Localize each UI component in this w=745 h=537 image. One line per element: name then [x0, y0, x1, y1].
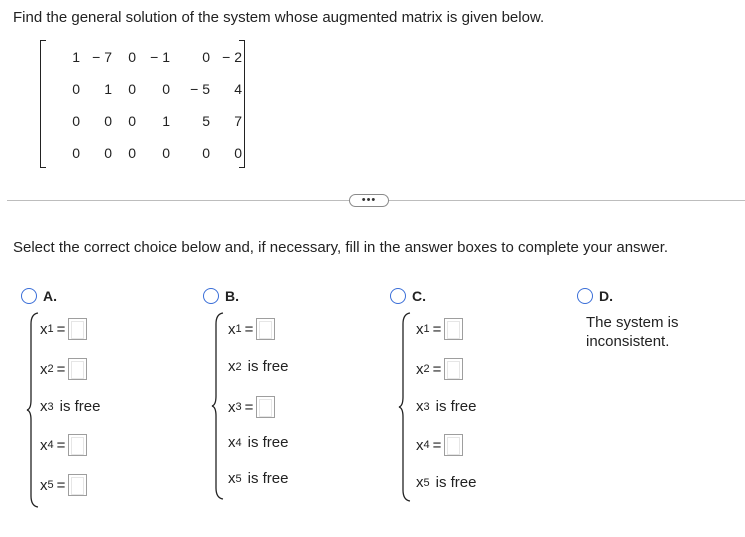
variable-subscript: 5 [423, 476, 430, 489]
variable-subscript: 5 [47, 479, 54, 491]
answer-box[interactable] [68, 358, 87, 380]
choice-b-row-x4 [228, 434, 288, 451]
variable-subscript: 2 [47, 363, 54, 375]
choice-d-line1: The system is [586, 314, 679, 331]
choice-d-line2: inconsistent. [586, 333, 670, 350]
matrix-cell: − 2 [222, 49, 242, 65]
variable-name: x [416, 320, 424, 338]
answer-box[interactable] [444, 318, 463, 340]
augmented-matrix [40, 40, 245, 168]
answer-box[interactable] [256, 396, 275, 418]
variable-name: x [228, 320, 236, 338]
choice-d-text [586, 313, 679, 351]
free-label: is free [435, 398, 477, 415]
choice-c-row-x4 [416, 434, 463, 456]
variable-subscript: 1 [235, 323, 242, 335]
equals-sign: = [432, 320, 442, 338]
matrix-cell: 5 [202, 113, 210, 129]
equals-sign: = [244, 320, 254, 338]
question-text: Find the general solution of the system whose augmented matrix is given below. [13, 9, 545, 26]
variable-subscript: 2 [423, 363, 430, 375]
choice-b-row-x1 [228, 318, 275, 340]
variable-subscript: 2 [235, 360, 242, 373]
equals-sign: = [56, 320, 66, 338]
choice-c-row-x3 [416, 398, 476, 415]
variable-subscript: 5 [235, 472, 242, 485]
variable-name: x [40, 436, 48, 454]
choice-a-row-x4 [40, 434, 87, 456]
matrix-cell: − 5 [190, 81, 210, 97]
matrix-cell: 4 [234, 81, 242, 97]
matrix-cell: 0 [234, 145, 242, 161]
variable-name: x [228, 398, 236, 416]
free-label: is free [247, 470, 289, 487]
variable-subscript: 3 [423, 400, 430, 413]
matrix-left-bracket [40, 40, 46, 168]
variable-name: x [416, 474, 424, 491]
choice-c-brace [398, 312, 412, 502]
free-label: is free [435, 474, 477, 491]
variable-subscript: 4 [423, 439, 430, 451]
equals-sign: = [56, 436, 66, 454]
variable-subscript: 4 [235, 436, 242, 449]
equals-sign: = [432, 360, 442, 378]
choice-a-brace [26, 312, 40, 508]
variable-subscript: 1 [423, 323, 430, 335]
answer-box[interactable] [256, 318, 275, 340]
answer-box[interactable] [444, 434, 463, 456]
matrix-cell: 0 [128, 49, 136, 65]
matrix-cell: 1 [72, 49, 80, 65]
choice-b-brace [211, 312, 225, 500]
variable-name: x [40, 360, 48, 378]
matrix-cell: 0 [128, 145, 136, 161]
variable-name: x [40, 398, 48, 415]
choice-b-radio[interactable] [203, 288, 219, 304]
choice-d-letter: D. [599, 288, 613, 304]
variable-name: x [40, 476, 48, 494]
matrix-cell: 0 [202, 49, 210, 65]
variable-name: x [416, 398, 424, 415]
matrix-cell: 0 [72, 113, 80, 129]
matrix-cell: 0 [72, 81, 80, 97]
matrix-cell: − 7 [92, 49, 112, 65]
equals-sign: = [432, 436, 442, 454]
variable-name: x [40, 320, 48, 338]
choice-c-row-x1 [416, 318, 463, 340]
choice-a-row-x5 [40, 474, 87, 496]
choice-a-row-x1 [40, 318, 87, 340]
matrix-cell: 0 [104, 113, 112, 129]
choice-d-header[interactable] [577, 288, 613, 304]
answer-box[interactable] [68, 434, 87, 456]
expand-more-button[interactable]: ••• [349, 194, 389, 207]
answer-box[interactable] [444, 358, 463, 380]
matrix-cell: 1 [104, 81, 112, 97]
choice-a-radio[interactable] [21, 288, 37, 304]
variable-name: x [228, 434, 236, 451]
choice-c-letter: C. [412, 288, 426, 304]
variable-name: x [228, 358, 236, 375]
choice-b-row-x2 [228, 358, 288, 375]
choice-c-header[interactable] [390, 288, 426, 304]
instruction-text: Select the correct choice below and, if necessary, fill in the answer boxes to complete your answer. [13, 239, 669, 256]
variable-subscript: 3 [47, 400, 54, 413]
choice-a-row-x3 [40, 398, 100, 415]
choice-b-letter: B. [225, 288, 239, 304]
choice-b-row-x5 [228, 470, 288, 487]
choice-b-row-x3 [228, 396, 275, 418]
choice-c-row-x2 [416, 358, 463, 380]
answer-box[interactable] [68, 474, 87, 496]
variable-name: x [416, 436, 424, 454]
choice-a-header[interactable] [21, 288, 57, 304]
equals-sign: = [56, 360, 66, 378]
matrix-cell: 7 [234, 113, 242, 129]
free-label: is free [247, 434, 289, 451]
matrix-cell: 0 [202, 145, 210, 161]
choice-d-radio[interactable] [577, 288, 593, 304]
matrix-cell: 0 [128, 81, 136, 97]
free-label: is free [247, 358, 289, 375]
variable-name: x [416, 360, 424, 378]
matrix-cell: − 1 [150, 49, 170, 65]
variable-subscript: 4 [47, 439, 54, 451]
variable-subscript: 3 [235, 401, 242, 413]
choice-a-letter: A. [43, 288, 57, 304]
matrix-cell: 0 [162, 145, 170, 161]
equals-sign: = [56, 476, 66, 494]
answer-box[interactable] [68, 318, 87, 340]
equals-sign: = [244, 398, 254, 416]
choice-a-row-x2 [40, 358, 87, 380]
choice-c-row-x5 [416, 474, 476, 491]
variable-name: x [228, 470, 236, 487]
choice-c-radio[interactable] [390, 288, 406, 304]
matrix-cell: 0 [162, 81, 170, 97]
matrix-cell: 0 [104, 145, 112, 161]
matrix-cell: 1 [162, 113, 170, 129]
variable-subscript: 1 [47, 323, 54, 335]
matrix-cell: 0 [72, 145, 80, 161]
choice-b-header[interactable] [203, 288, 239, 304]
free-label: is free [59, 398, 101, 415]
matrix-cell: 0 [128, 113, 136, 129]
